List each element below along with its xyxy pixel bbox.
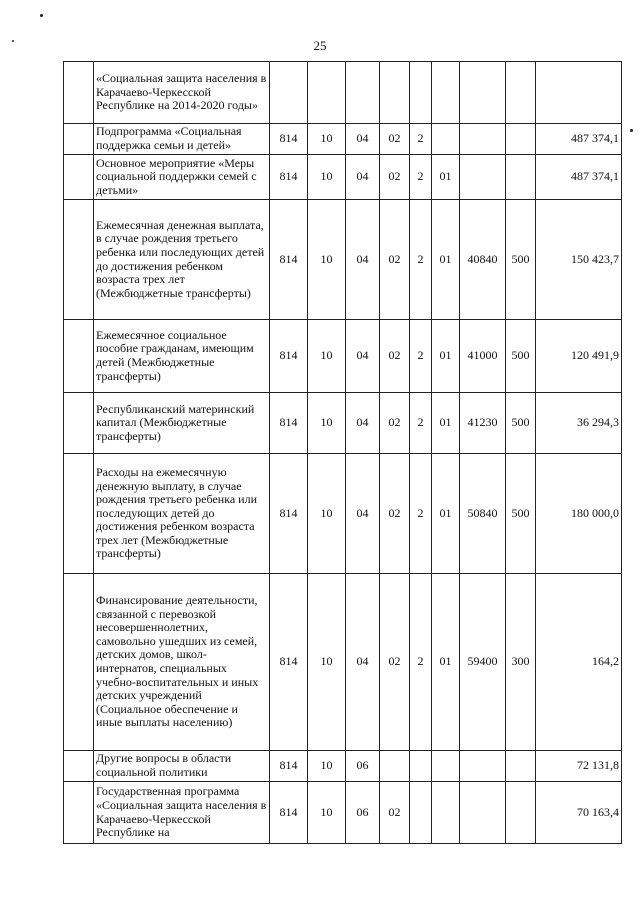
amount (536, 62, 622, 124)
subprogram-code: 2 (410, 155, 432, 200)
ministry-code: 814 (270, 751, 308, 782)
amount: 120 491,9 (536, 320, 622, 393)
expense-type-code: 500 (506, 393, 536, 454)
subprogram-code (410, 62, 432, 124)
subsection-code: 06 (346, 751, 380, 782)
ministry-code: 814 (270, 320, 308, 393)
table-row (64, 393, 622, 454)
row-name: Расходы на ежемесячную денежную выплату, в случае рождения третьего ребенка или последующих детей до достижения ребенком возраста трех лет (Межбюджетные трансферты) (94, 454, 270, 574)
section-code: 10 (308, 782, 346, 844)
row-name: Основное мероприятие «Меры социальной поддержки семей с детьми» (94, 155, 270, 200)
section-code: 10 (308, 454, 346, 574)
expense-type-code (506, 124, 536, 155)
section-code: 10 (308, 320, 346, 393)
amount: 150 423,7 (536, 200, 622, 320)
ministry-code: 814 (270, 200, 308, 320)
program-code (380, 62, 410, 124)
row-name: Республиканский материнский капитал (Межбюджетные трансферты) (94, 393, 270, 454)
subsection-code: 04 (346, 124, 380, 155)
scan-speck (40, 14, 43, 17)
ministry-code (270, 62, 308, 124)
subprogram-code (410, 782, 432, 844)
row-name: Другие вопросы в области социальной политики (94, 751, 270, 782)
table-row (64, 200, 622, 320)
program-code: 02 (380, 782, 410, 844)
subsection-code: 04 (346, 393, 380, 454)
section-code: 10 (308, 155, 346, 200)
direction-code (460, 155, 506, 200)
program-code: 02 (380, 155, 410, 200)
number-cell (64, 782, 94, 844)
table-row (64, 782, 622, 844)
ministry-code: 814 (270, 782, 308, 844)
direction-code: 40840 (460, 200, 506, 320)
number-cell (64, 574, 94, 751)
event-code: 01 (432, 200, 460, 320)
expense-type-code: 500 (506, 454, 536, 574)
program-code: 02 (380, 124, 410, 155)
subsection-code: 04 (346, 320, 380, 393)
event-code (432, 751, 460, 782)
event-code (432, 124, 460, 155)
table-row (64, 320, 622, 393)
program-code (380, 751, 410, 782)
subprogram-code: 2 (410, 320, 432, 393)
direction-code: 41230 (460, 393, 506, 454)
number-cell (64, 200, 94, 320)
event-code: 01 (432, 454, 460, 574)
page-number: 25 (313, 38, 327, 53)
row-name: Ежемесячное социальное пособие гражданам, имеющим детей (Межбюджетные трансферты) (94, 320, 270, 393)
subsection-code: 04 (346, 574, 380, 751)
row-name: «Социальная защита населения в Карачаево-Черкесской Республике на 2014-2020 годы» (94, 62, 270, 124)
amount: 180 000,0 (536, 454, 622, 574)
direction-code: 59400 (460, 574, 506, 751)
subprogram-code: 2 (410, 454, 432, 574)
number-cell (64, 155, 94, 200)
table-row (64, 751, 622, 782)
amount: 164,2 (536, 574, 622, 751)
section-code: 10 (308, 751, 346, 782)
expense-type-code: 500 (506, 320, 536, 393)
direction-code: 41000 (460, 320, 506, 393)
subsection-code: 04 (346, 454, 380, 574)
subprogram-code (410, 751, 432, 782)
row-name: Финансирование деятельности, связанной с перевозкой несовершеннолетних, самовольно ушедших из семей, детских домов, школ-интернатов, специальных учебно-воспитательных и иных детских учреждений (Социальное обеспечение и иные выплаты населению) (94, 574, 270, 751)
table-row (64, 62, 622, 124)
section-code: 10 (308, 574, 346, 751)
subprogram-code: 2 (410, 124, 432, 155)
subsection-code: 04 (346, 155, 380, 200)
table-row (64, 155, 622, 200)
number-cell (64, 62, 94, 124)
subprogram-code: 2 (410, 393, 432, 454)
number-cell (64, 393, 94, 454)
amount: 72 131,8 (536, 751, 622, 782)
amount: 487 374,1 (536, 155, 622, 200)
direction-code (460, 62, 506, 124)
table-row (64, 574, 622, 751)
amount: 70 163,4 (536, 782, 622, 844)
expense-type-code (506, 782, 536, 844)
section-code (308, 62, 346, 124)
amount: 487 374,1 (536, 124, 622, 155)
row-name: Государственная программа «Социальная защита населения в Карачаево-Черкесской Республике на (94, 782, 270, 844)
program-code: 02 (380, 574, 410, 751)
expense-type-code (506, 751, 536, 782)
program-code: 02 (380, 454, 410, 574)
program-code: 02 (380, 393, 410, 454)
section-code: 10 (308, 393, 346, 454)
subprogram-code: 2 (410, 574, 432, 751)
expense-type-code (506, 155, 536, 200)
row-name: Подпрограмма «Социальная поддержка семьи и детей» (94, 124, 270, 155)
budget-table (63, 61, 622, 844)
event-code: 01 (432, 320, 460, 393)
direction-code (460, 124, 506, 155)
ministry-code: 814 (270, 454, 308, 574)
table-row (64, 454, 622, 574)
ministry-code: 814 (270, 574, 308, 751)
scan-speck (12, 40, 14, 42)
table-row (64, 124, 622, 155)
direction-code: 50840 (460, 454, 506, 574)
section-code: 10 (308, 124, 346, 155)
direction-code (460, 782, 506, 844)
subsection-code: 06 (346, 782, 380, 844)
amount: 36 294,3 (536, 393, 622, 454)
event-code (432, 782, 460, 844)
expense-type-code: 300 (506, 574, 536, 751)
scan-speck (630, 129, 633, 132)
subsection-code (346, 62, 380, 124)
ministry-code: 814 (270, 155, 308, 200)
ministry-code: 814 (270, 124, 308, 155)
event-code: 01 (432, 393, 460, 454)
program-code: 02 (380, 320, 410, 393)
subprogram-code: 2 (410, 200, 432, 320)
event-code: 01 (432, 574, 460, 751)
number-cell (64, 124, 94, 155)
number-cell (64, 751, 94, 782)
program-code: 02 (380, 200, 410, 320)
table-body (64, 62, 622, 844)
expense-type-code: 500 (506, 200, 536, 320)
subsection-code: 04 (346, 200, 380, 320)
number-cell (64, 454, 94, 574)
direction-code (460, 751, 506, 782)
row-name: Ежемесячная денежная выплата, в случае рождения третьего ребенка или последующих детей до достижения ребенком возраста трех лет (Межбюджетные трансферты) (94, 200, 270, 320)
event-code (432, 62, 460, 124)
number-cell (64, 320, 94, 393)
event-code: 01 (432, 155, 460, 200)
section-code: 10 (308, 200, 346, 320)
expense-type-code (506, 62, 536, 124)
ministry-code: 814 (270, 393, 308, 454)
